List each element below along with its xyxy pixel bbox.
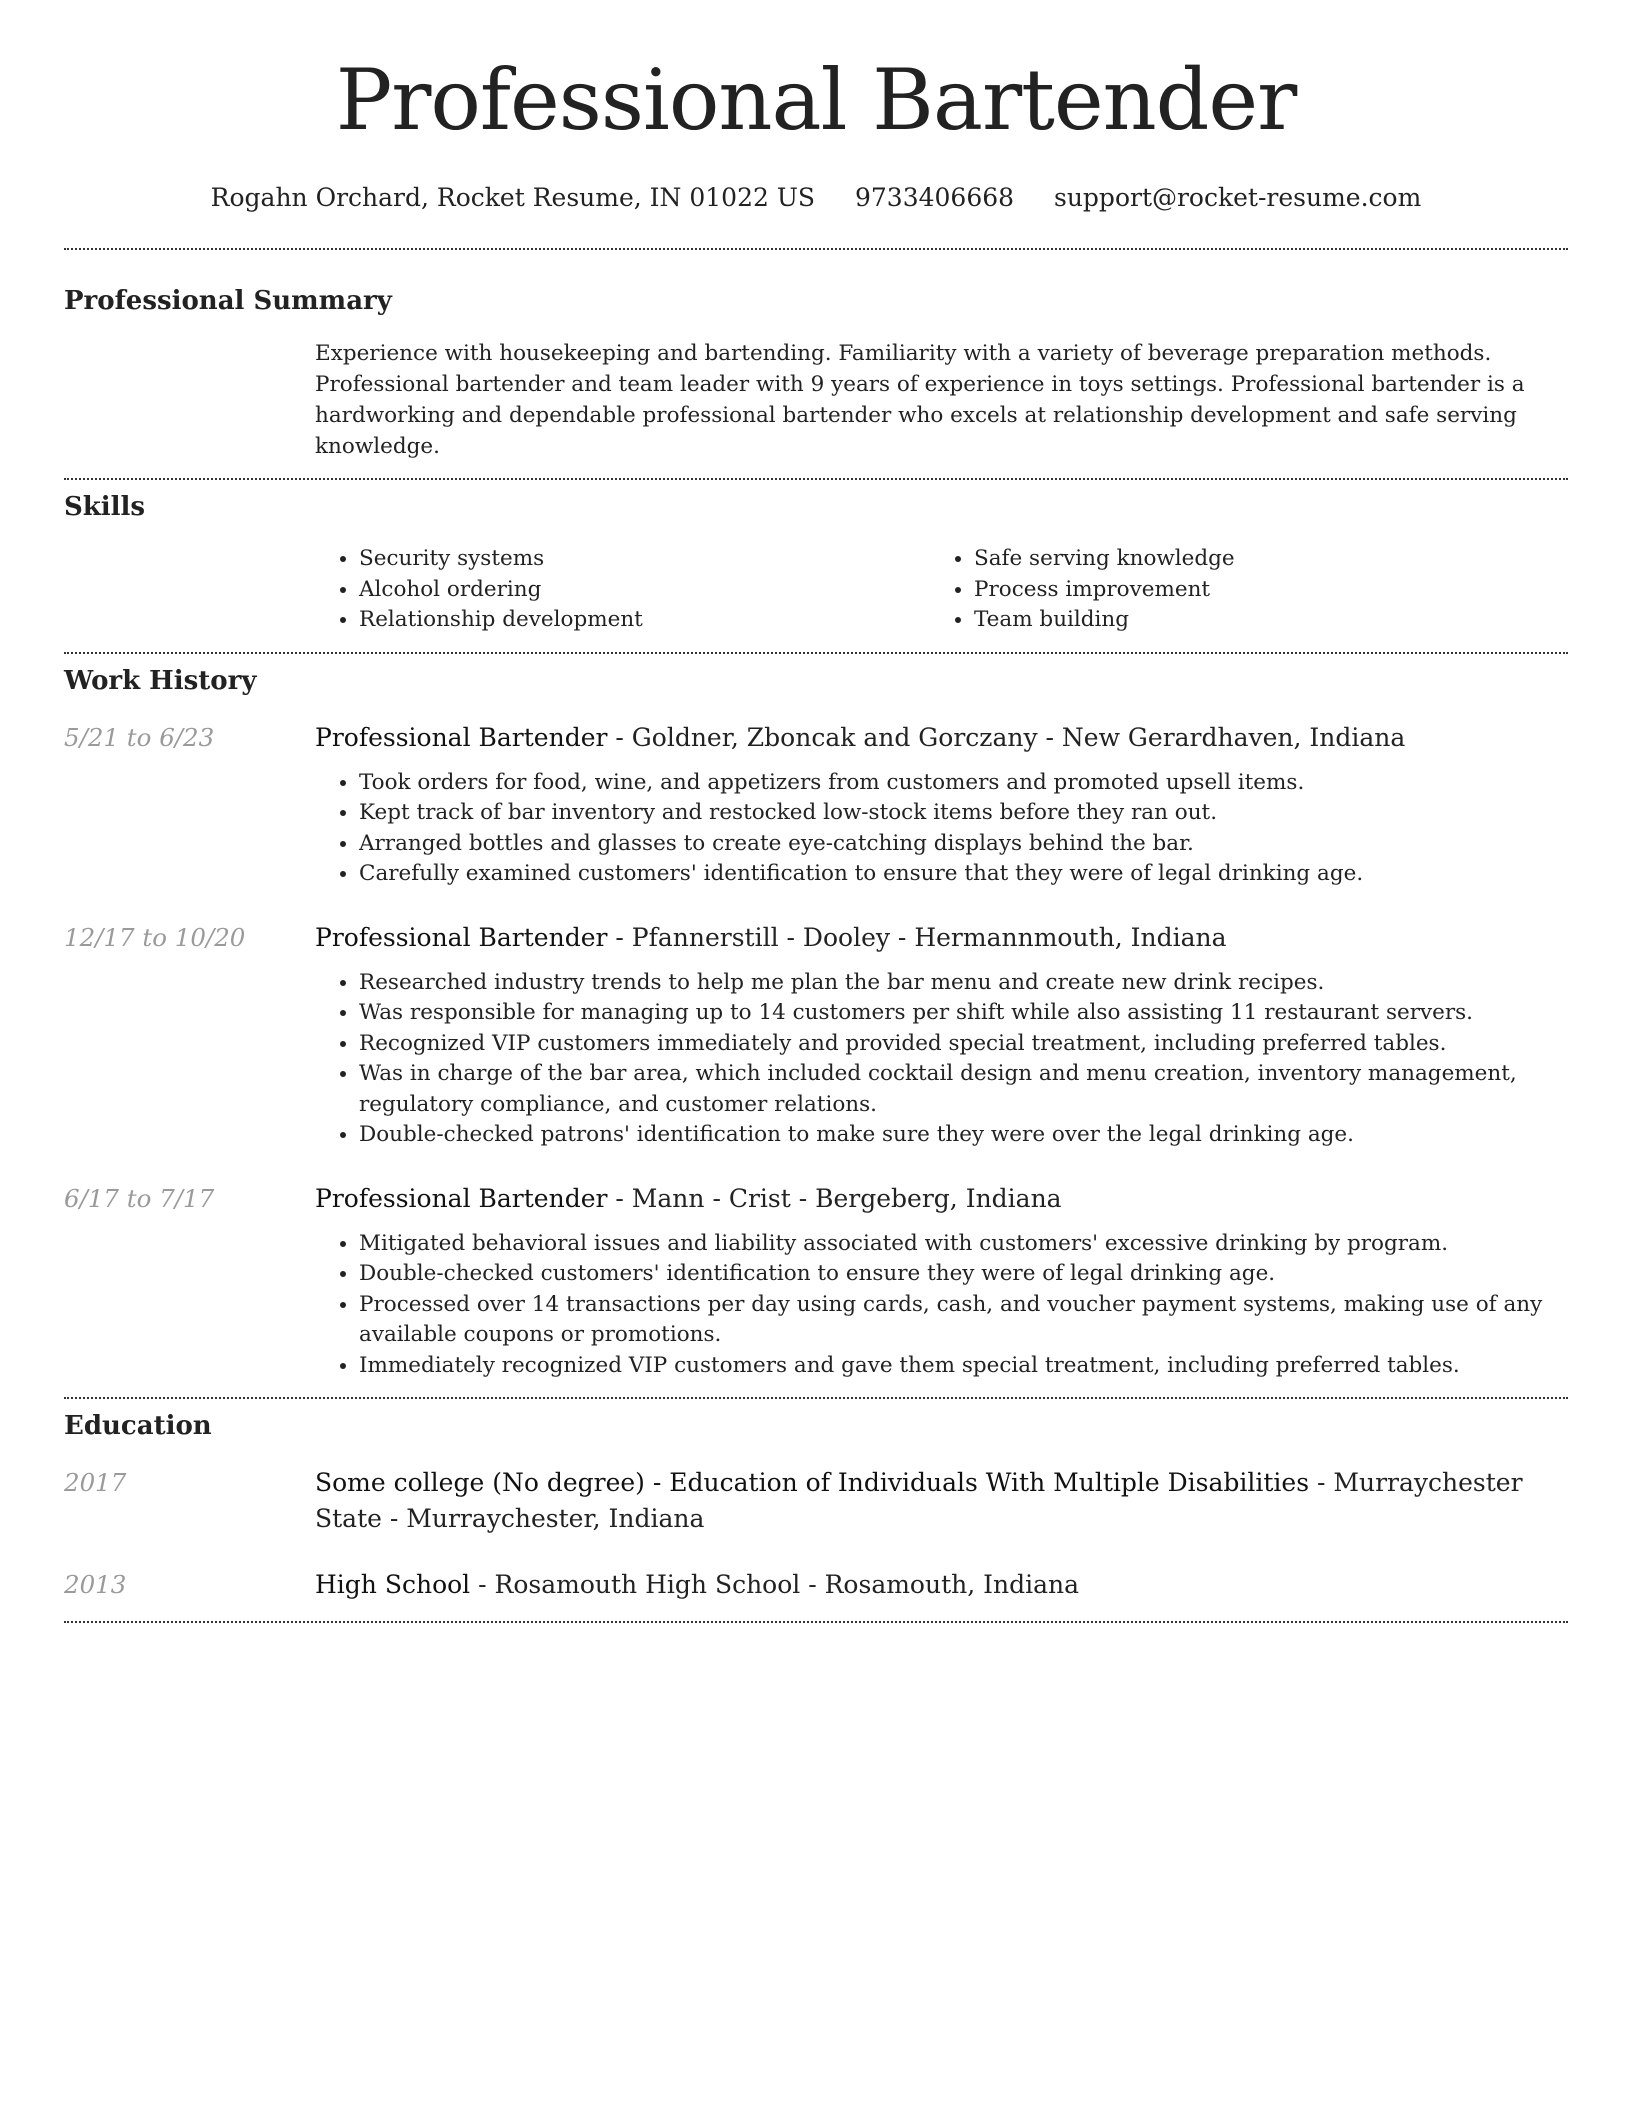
resume-name: Professional Bartender (335, 51, 1297, 149)
education-school: Rosamouth High School - Rosamouth, Indiana (494, 1570, 1080, 1599)
summary-text: Experience with housekeeping and bartending. Familiarity with a variety of beverage preparation methods. Professional bartender and team leader with 9 years of experience in toys settings. Professional bartender is a hardworking and dependable professional bartender who excels at relationship development and safe serving knowledge. (315, 341, 1525, 459)
skill-item: • Team building (974, 605, 1545, 636)
job-bullet: • Was in charge of the bar area, which included cocktail design and menu creation, inventory management, regulatory compliance, and customer relations. (359, 1059, 1568, 1120)
job-bullet: • Recognized VIP customers immediately and provided special treatment, including preferred tables. (359, 1029, 1568, 1060)
job-bullets (315, 1229, 1568, 1382)
job-bullet: • Immediately recognized VIP customers and gave them special treatment, including preferred tables. (359, 1351, 1568, 1382)
resume-header (64, 0, 1568, 214)
contact-address: Rogahn Orchard, Rocket Resume, IN 01022 US (210, 183, 816, 212)
resume-page (64, 0, 1568, 1623)
skill-item: • Security systems (359, 544, 930, 575)
job-bullet: • Carefully examined customers' identification to ensure that they were of legal drinking age. (359, 859, 1568, 890)
job-bullet: • Processed over 14 transactions per day using cards, cash, and voucher payment systems, making use of any available coupons or promotions. (359, 1290, 1568, 1351)
job-bullet: • Kept track of bar inventory and restocked low-stock items before they ran out. (359, 798, 1568, 829)
skills-column-right (930, 544, 1545, 636)
job-bullet: • Arranged bottles and glasses to create eye-catching displays behind the bar. (359, 829, 1568, 860)
job-dates: 5/21 to 6/23 (64, 722, 215, 752)
education-title-line: Some college (No degree) - Education of Individuals With Multiple Disabilities - Murraychester State - Murraychester, Indiana (315, 1468, 1523, 1533)
job-bullet: • Took orders for food, wine, and appetizers from customers and promoted upsell items. (359, 768, 1568, 799)
education-entry (64, 1465, 1568, 1537)
section-title-education: Education (64, 1411, 212, 1441)
section-title-skills: Skills (64, 492, 146, 522)
job-title-line: Professional Bartender - Mann - Crist - Bergeberg, Indiana (315, 1183, 1062, 1213)
job-bullet: • Mitigated behavioral issues and liability associated with customers' excessive drinking by program. (359, 1229, 1568, 1260)
job-title: Professional Bartender (315, 722, 608, 752)
job-title-line: Professional Bartender - Pfannerstill - Dooley - Hermannmouth, Indiana (315, 922, 1227, 952)
job-title-line: Professional Bartender - Goldner, Zboncak and Gorczany - New Gerardhaven, Indiana (315, 722, 1406, 752)
job-dates: 12/17 to 10/20 (64, 922, 246, 952)
education-entry (64, 1567, 1568, 1603)
job-bullets (315, 968, 1568, 1151)
job-entry (64, 720, 1568, 890)
job-body (315, 920, 1568, 1151)
job-employer: Mann - Crist - Bergeberg, Indiana (631, 1183, 1062, 1213)
job-title: Professional Bartender (315, 1183, 608, 1213)
section-title-summary: Professional Summary (64, 286, 392, 316)
skill-item: • Relationship development (359, 605, 930, 636)
education-year: 2017 (64, 1468, 127, 1497)
job-bullet: • Double-checked patrons' identification to make sure they were over the legal drinking age. (359, 1120, 1568, 1151)
job-bullet: • Researched industry trends to help me plan the bar menu and create new drink recipes. (359, 968, 1568, 999)
job-bullets (315, 768, 1568, 890)
section-title-work: Work History (64, 665, 257, 696)
section-divider (64, 1621, 1568, 1623)
education-degree: High School (315, 1570, 471, 1599)
contact-email: support@rocket-resume.com (1054, 183, 1422, 212)
skills-grid (315, 544, 1568, 636)
education-school: Murraychester State - Murraychester, Indiana (315, 1468, 1523, 1533)
education-body (315, 1567, 1568, 1603)
job-entry (64, 1181, 1568, 1382)
education-year: 2013 (64, 1570, 127, 1599)
skills-section (64, 480, 1568, 636)
job-body (315, 1181, 1568, 1382)
contact-line (64, 182, 1568, 214)
job-bullet: • Was responsible for managing up to 14 customers per shift while also assisting 11 restaurant servers. (359, 998, 1568, 1029)
job-body (315, 720, 1568, 890)
job-title: Professional Bartender (315, 922, 608, 952)
job-entry (64, 920, 1568, 1151)
job-bullet: • Double-checked customers' identification to ensure they were of legal drinking age. (359, 1259, 1568, 1290)
skills-list-right (930, 544, 1545, 636)
skill-item: • Process improvement (974, 575, 1545, 606)
education-title-line: High School - Rosamouth High School - Rosamouth, Indiana (315, 1570, 1080, 1599)
skills-column-left (315, 544, 930, 636)
education-body (315, 1465, 1568, 1537)
contact-phone: 9733406668 (854, 183, 1015, 212)
job-employer: Goldner, Zboncak and Gorczany - New Gerardhaven, Indiana (631, 722, 1406, 752)
job-employer: Pfannerstill - Dooley - Hermannmouth, Indiana (631, 922, 1227, 952)
summary-section (64, 250, 1568, 462)
skills-list-left (315, 544, 930, 636)
education-degree: Some college (No degree) - Education of Individuals With Multiple Disabilities (315, 1468, 1310, 1497)
skill-item: • Alcohol ordering (359, 575, 930, 606)
work-history-section (64, 654, 1568, 1382)
job-dates: 6/17 to 7/17 (64, 1183, 215, 1213)
education-section (64, 1399, 1568, 1603)
skill-item: • Safe serving knowledge (974, 544, 1545, 575)
